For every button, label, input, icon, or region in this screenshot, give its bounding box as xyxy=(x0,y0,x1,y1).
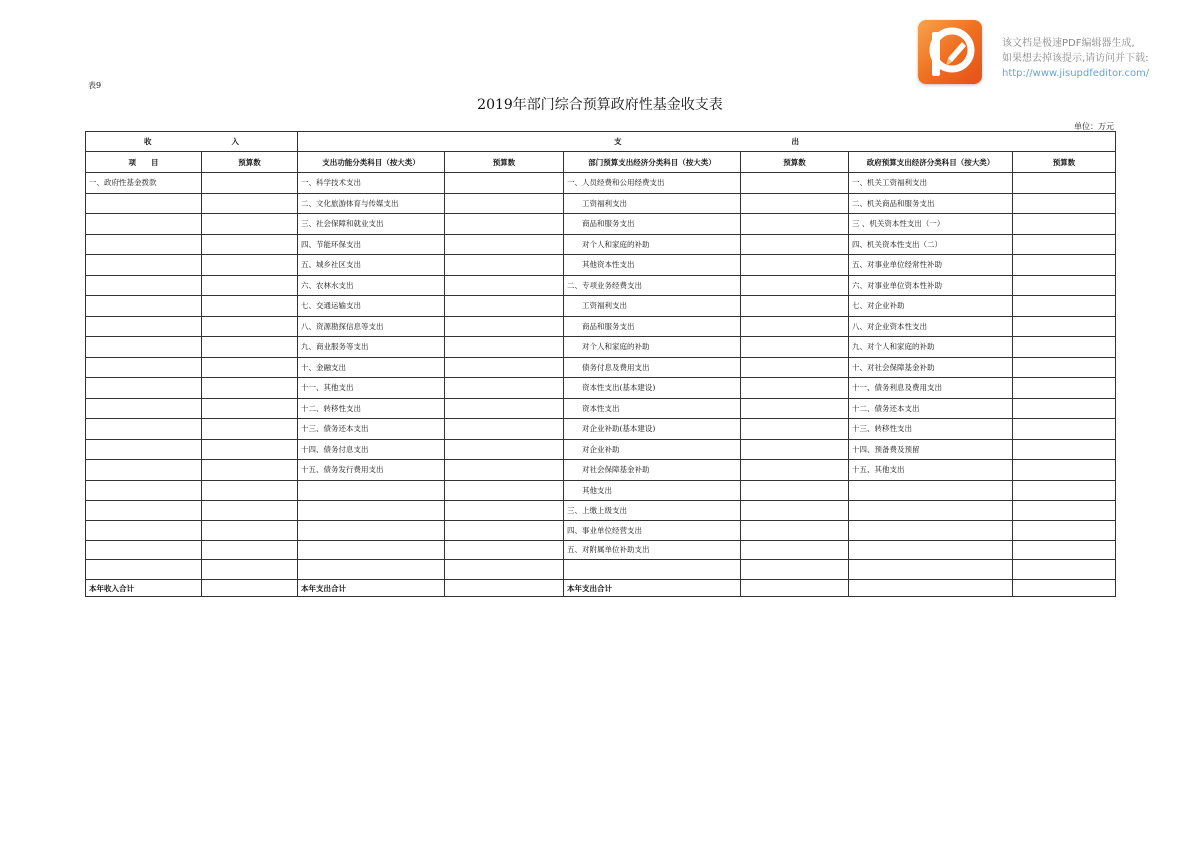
income-budget-cell xyxy=(202,173,298,194)
dept-budget-cell xyxy=(741,439,849,460)
dept-item-cell: 其他支出 xyxy=(564,480,741,501)
gov-budget-cell xyxy=(1013,214,1116,235)
page-title: 2019年部门综合预算政府性基金收支表 xyxy=(477,97,723,113)
gov-budget-cell xyxy=(1013,560,1116,580)
income-budget-cell xyxy=(202,501,298,521)
gov-item-cell: 五、对事业单位经常性补助 xyxy=(849,255,1013,276)
income-item-cell xyxy=(86,214,202,235)
income-item-cell xyxy=(86,337,202,358)
gov-budget-cell xyxy=(1013,357,1116,378)
func-budget-cell xyxy=(445,296,564,317)
dept-item-cell xyxy=(564,560,741,580)
table-row xyxy=(86,234,1116,255)
income-budget-cell xyxy=(202,255,298,276)
func-item-cell: 七、交通运输支出 xyxy=(298,296,445,317)
func-item-cell xyxy=(298,560,445,580)
income-item-cell: 一、政府性基金拨款 xyxy=(86,173,202,194)
dept-budget-cell xyxy=(741,193,849,214)
table-row xyxy=(86,275,1116,296)
income-budget-cell xyxy=(202,419,298,440)
func-budget-cell xyxy=(445,234,564,255)
budget-table xyxy=(85,131,1116,597)
table-row xyxy=(86,214,1116,235)
func-budget-cell xyxy=(445,173,564,194)
income-budget-cell xyxy=(202,439,298,460)
dept-item-cell: 四、事业单位经营支出 xyxy=(564,520,741,540)
gov-budget-cell xyxy=(1013,439,1116,460)
func-item-cell xyxy=(298,480,445,501)
gov-budget-cell xyxy=(1013,337,1116,358)
dept-item-cell: 债务付息及费用支出 xyxy=(564,357,741,378)
func-budget-cell xyxy=(445,460,564,481)
table-row xyxy=(86,480,1116,501)
dept-item-cell: 五、对附属单位补助支出 xyxy=(564,540,741,560)
col-header-budget: 预算数 xyxy=(1013,152,1116,173)
func-item-cell: 八、资源勘探信息等支出 xyxy=(298,316,445,337)
gov-item-cell: 十四、预备费及预留 xyxy=(849,439,1013,460)
gov-budget-cell xyxy=(1013,480,1116,501)
income-budget-cell xyxy=(202,214,298,235)
table-row xyxy=(86,378,1116,399)
func-budget-cell xyxy=(445,501,564,521)
func-item-cell: 十五、债务发行费用支出 xyxy=(298,460,445,481)
income-budget-cell xyxy=(202,560,298,580)
func-item-cell: 六、农林水支出 xyxy=(298,275,445,296)
gov-item-cell: 九、对个人和家庭的补助 xyxy=(849,337,1013,358)
watermark-link[interactable]: http://www.jisupdfeditor.com/ xyxy=(1002,68,1150,79)
dept-budget-cell xyxy=(741,173,849,194)
gov-budget-cell xyxy=(1013,275,1116,296)
income-item-cell xyxy=(86,316,202,337)
func-item-cell xyxy=(298,520,445,540)
table-row xyxy=(86,337,1116,358)
income-item-cell xyxy=(86,398,202,419)
income-budget-cell xyxy=(202,398,298,419)
income-budget-cell xyxy=(202,275,298,296)
income-budget-cell xyxy=(202,480,298,501)
gov-budget-cell xyxy=(1013,398,1116,419)
func-budget-cell xyxy=(445,255,564,276)
func-budget-cell xyxy=(445,520,564,540)
income-item-cell xyxy=(86,255,202,276)
dept-item-cell: 资本性支出(基本建设) xyxy=(564,378,741,399)
section-header-row xyxy=(86,132,1116,152)
dept-item-cell: 商品和服务支出 xyxy=(564,316,741,337)
gov-budget-cell xyxy=(1013,193,1116,214)
income-item-cell xyxy=(86,378,202,399)
income-item-cell xyxy=(86,193,202,214)
func-item-cell: 四、节能环保支出 xyxy=(298,234,445,255)
expense-total-label: 本年支出合计 xyxy=(298,580,445,597)
gov-budget-cell xyxy=(1013,173,1116,194)
dept-budget-cell xyxy=(741,378,849,399)
dept-budget-cell xyxy=(741,337,849,358)
gov-budget-cell xyxy=(1013,540,1116,560)
func-budget-cell xyxy=(445,439,564,460)
dept-total-value xyxy=(741,580,849,597)
col-header-func: 支出功能分类科目（按大类） xyxy=(298,152,445,173)
gov-item-cell: 一、机关工资福利支出 xyxy=(849,173,1013,194)
expense-section-header xyxy=(298,132,1116,152)
func-item-cell xyxy=(298,501,445,521)
gov-budget-cell xyxy=(1013,460,1116,481)
table-row xyxy=(86,540,1116,560)
gov-item-cell: 十三、转移性支出 xyxy=(849,419,1013,440)
func-budget-cell xyxy=(445,480,564,501)
income-budget-cell xyxy=(202,460,298,481)
dept-item-cell: 对企业补助(基本建设) xyxy=(564,419,741,440)
dept-budget-cell xyxy=(741,460,849,481)
dept-total-label: 本年支出合计 xyxy=(564,580,741,597)
dept-item-cell: 其他资本性支出 xyxy=(564,255,741,276)
income-budget-cell xyxy=(202,193,298,214)
dept-item-cell: 工资福利支出 xyxy=(564,193,741,214)
gov-item-cell xyxy=(849,501,1013,521)
gov-total-label xyxy=(849,580,1013,597)
func-budget-cell xyxy=(445,214,564,235)
table-row xyxy=(86,520,1116,540)
income-budget-cell xyxy=(202,378,298,399)
func-budget-cell xyxy=(445,560,564,580)
gov-item-cell: 三 、机关资本性支出（一） xyxy=(849,214,1013,235)
gov-budget-cell xyxy=(1013,419,1116,440)
gov-item-cell xyxy=(849,560,1013,580)
table-number: 表9 xyxy=(88,81,102,90)
func-budget-cell xyxy=(445,378,564,399)
expense-char-2: 出 xyxy=(791,137,799,146)
table-row xyxy=(86,357,1116,378)
unit-label: 单位：万元 xyxy=(1074,122,1114,131)
func-budget-cell xyxy=(445,193,564,214)
income-item-cell xyxy=(86,460,202,481)
gov-budget-cell xyxy=(1013,378,1116,399)
table-row xyxy=(86,560,1116,580)
dept-budget-cell xyxy=(741,275,849,296)
gov-item-cell: 八、对企业资本性支出 xyxy=(849,316,1013,337)
dept-budget-cell xyxy=(741,296,849,317)
col-header-dept: 部门预算支出经济分类科目（按大类） xyxy=(564,152,741,173)
gov-item-cell xyxy=(849,480,1013,501)
expense-char-1: 支 xyxy=(614,137,622,146)
expense-total-value xyxy=(445,580,564,597)
income-item-cell xyxy=(86,439,202,460)
income-total-label: 本年收入合计 xyxy=(86,580,202,597)
gov-item-cell: 十、对社会保障基金补助 xyxy=(849,357,1013,378)
col-header-budget: 预算数 xyxy=(202,152,298,173)
table-row xyxy=(86,296,1116,317)
gov-item-cell: 六、对事业单位资本性补助 xyxy=(849,275,1013,296)
income-char-1: 收 xyxy=(144,137,152,146)
gov-budget-cell xyxy=(1013,520,1116,540)
dept-item-cell: 对个人和家庭的补助 xyxy=(564,234,741,255)
gov-item-cell: 二、机关商品和服务支出 xyxy=(849,193,1013,214)
table-row xyxy=(86,501,1116,521)
func-item-cell: 十三、债务还本支出 xyxy=(298,419,445,440)
dept-budget-cell xyxy=(741,501,849,521)
table-row xyxy=(86,193,1116,214)
income-section-header xyxy=(86,132,298,152)
dept-item-cell: 商品和服务支出 xyxy=(564,214,741,235)
income-budget-cell xyxy=(202,520,298,540)
income-item-cell xyxy=(86,540,202,560)
dept-item-cell: 对个人和家庭的补助 xyxy=(564,337,741,358)
dept-budget-cell xyxy=(741,214,849,235)
func-item-cell: 十四、债务付息支出 xyxy=(298,439,445,460)
dept-item-cell: 资本性支出 xyxy=(564,398,741,419)
dept-budget-cell xyxy=(741,255,849,276)
income-budget-cell xyxy=(202,357,298,378)
dept-budget-cell xyxy=(741,540,849,560)
income-total-value xyxy=(202,580,298,597)
table-row xyxy=(86,439,1116,460)
income-item-cell xyxy=(86,501,202,521)
table-row xyxy=(86,398,1116,419)
func-item-cell: 十二、转移性支出 xyxy=(298,398,445,419)
income-budget-cell xyxy=(202,316,298,337)
dept-budget-cell xyxy=(741,316,849,337)
dept-budget-cell xyxy=(741,419,849,440)
col-header-budget: 预算数 xyxy=(741,152,849,173)
gov-total-value xyxy=(1013,580,1116,597)
col-header-budget: 预算数 xyxy=(445,152,564,173)
gov-item-cell: 四、机关资本性支出（二） xyxy=(849,234,1013,255)
dept-budget-cell xyxy=(741,357,849,378)
column-header-row xyxy=(86,152,1116,173)
func-item-cell: 十一、其他支出 xyxy=(298,378,445,399)
table-row xyxy=(86,173,1116,194)
pdf-editor-logo xyxy=(918,20,982,84)
func-budget-cell xyxy=(445,398,564,419)
gov-budget-cell xyxy=(1013,316,1116,337)
func-budget-cell xyxy=(445,275,564,296)
func-item-cell: 一、科学技术支出 xyxy=(298,173,445,194)
income-item-cell xyxy=(86,234,202,255)
income-item-cell xyxy=(86,520,202,540)
gov-item-cell: 十一、债务利息及费用支出 xyxy=(849,378,1013,399)
gov-item-cell xyxy=(849,520,1013,540)
income-budget-cell xyxy=(202,296,298,317)
col-header-item: 项 目 xyxy=(86,152,202,173)
func-item-cell: 三、社会保障和就业支出 xyxy=(298,214,445,235)
gov-budget-cell xyxy=(1013,255,1116,276)
dept-item-cell: 对企业补助 xyxy=(564,439,741,460)
table-row xyxy=(86,255,1116,276)
totals-row xyxy=(86,580,1116,597)
func-budget-cell xyxy=(445,419,564,440)
income-item-cell xyxy=(86,275,202,296)
income-char-2: 入 xyxy=(231,137,239,146)
income-budget-cell xyxy=(202,540,298,560)
table-row xyxy=(86,460,1116,481)
dept-budget-cell xyxy=(741,560,849,580)
table-row xyxy=(86,316,1116,337)
func-budget-cell xyxy=(445,337,564,358)
func-budget-cell xyxy=(445,357,564,378)
dept-budget-cell xyxy=(741,398,849,419)
p-letter-icon xyxy=(918,20,982,84)
func-budget-cell xyxy=(445,316,564,337)
gov-item-cell xyxy=(849,540,1013,560)
dept-budget-cell xyxy=(741,520,849,540)
watermark-line-1: 该文档是极速PDF编辑器生成, xyxy=(1002,38,1135,49)
gov-budget-cell xyxy=(1013,296,1116,317)
income-budget-cell xyxy=(202,337,298,358)
income-item-cell xyxy=(86,357,202,378)
func-item-cell: 二、文化旅游体育与传媒支出 xyxy=(298,193,445,214)
gov-item-cell: 七、对企业补助 xyxy=(849,296,1013,317)
gov-item-cell: 十二、债务还本支出 xyxy=(849,398,1013,419)
func-budget-cell xyxy=(445,540,564,560)
dept-item-cell: 三、上缴上级支出 xyxy=(564,501,741,521)
func-item-cell: 五、城乡社区支出 xyxy=(298,255,445,276)
col-header-gov: 政府预算支出经济分类科目（按大类） xyxy=(849,152,1013,173)
gov-item-cell: 十五、其他支出 xyxy=(849,460,1013,481)
gov-budget-cell xyxy=(1013,501,1116,521)
func-item-cell: 十、金融支出 xyxy=(298,357,445,378)
income-item-cell xyxy=(86,480,202,501)
watermark-notice xyxy=(1002,36,1198,81)
dept-budget-cell xyxy=(741,480,849,501)
income-item-cell xyxy=(86,419,202,440)
watermark-line-2: 如果想去掉该提示,请访问并下载: xyxy=(1002,53,1149,64)
dept-item-cell: 对社会保障基金补助 xyxy=(564,460,741,481)
dept-item-cell: 工资福利支出 xyxy=(564,296,741,317)
table-row xyxy=(86,419,1116,440)
dept-item-cell: 一、人员经费和公用经费支出 xyxy=(564,173,741,194)
func-item-cell: 九、商业服务等支出 xyxy=(298,337,445,358)
dept-item-cell: 二、专项业务经费支出 xyxy=(564,275,741,296)
dept-budget-cell xyxy=(741,234,849,255)
income-item-cell xyxy=(86,560,202,580)
gov-budget-cell xyxy=(1013,234,1116,255)
income-item-cell xyxy=(86,296,202,317)
func-item-cell xyxy=(298,540,445,560)
income-budget-cell xyxy=(202,234,298,255)
